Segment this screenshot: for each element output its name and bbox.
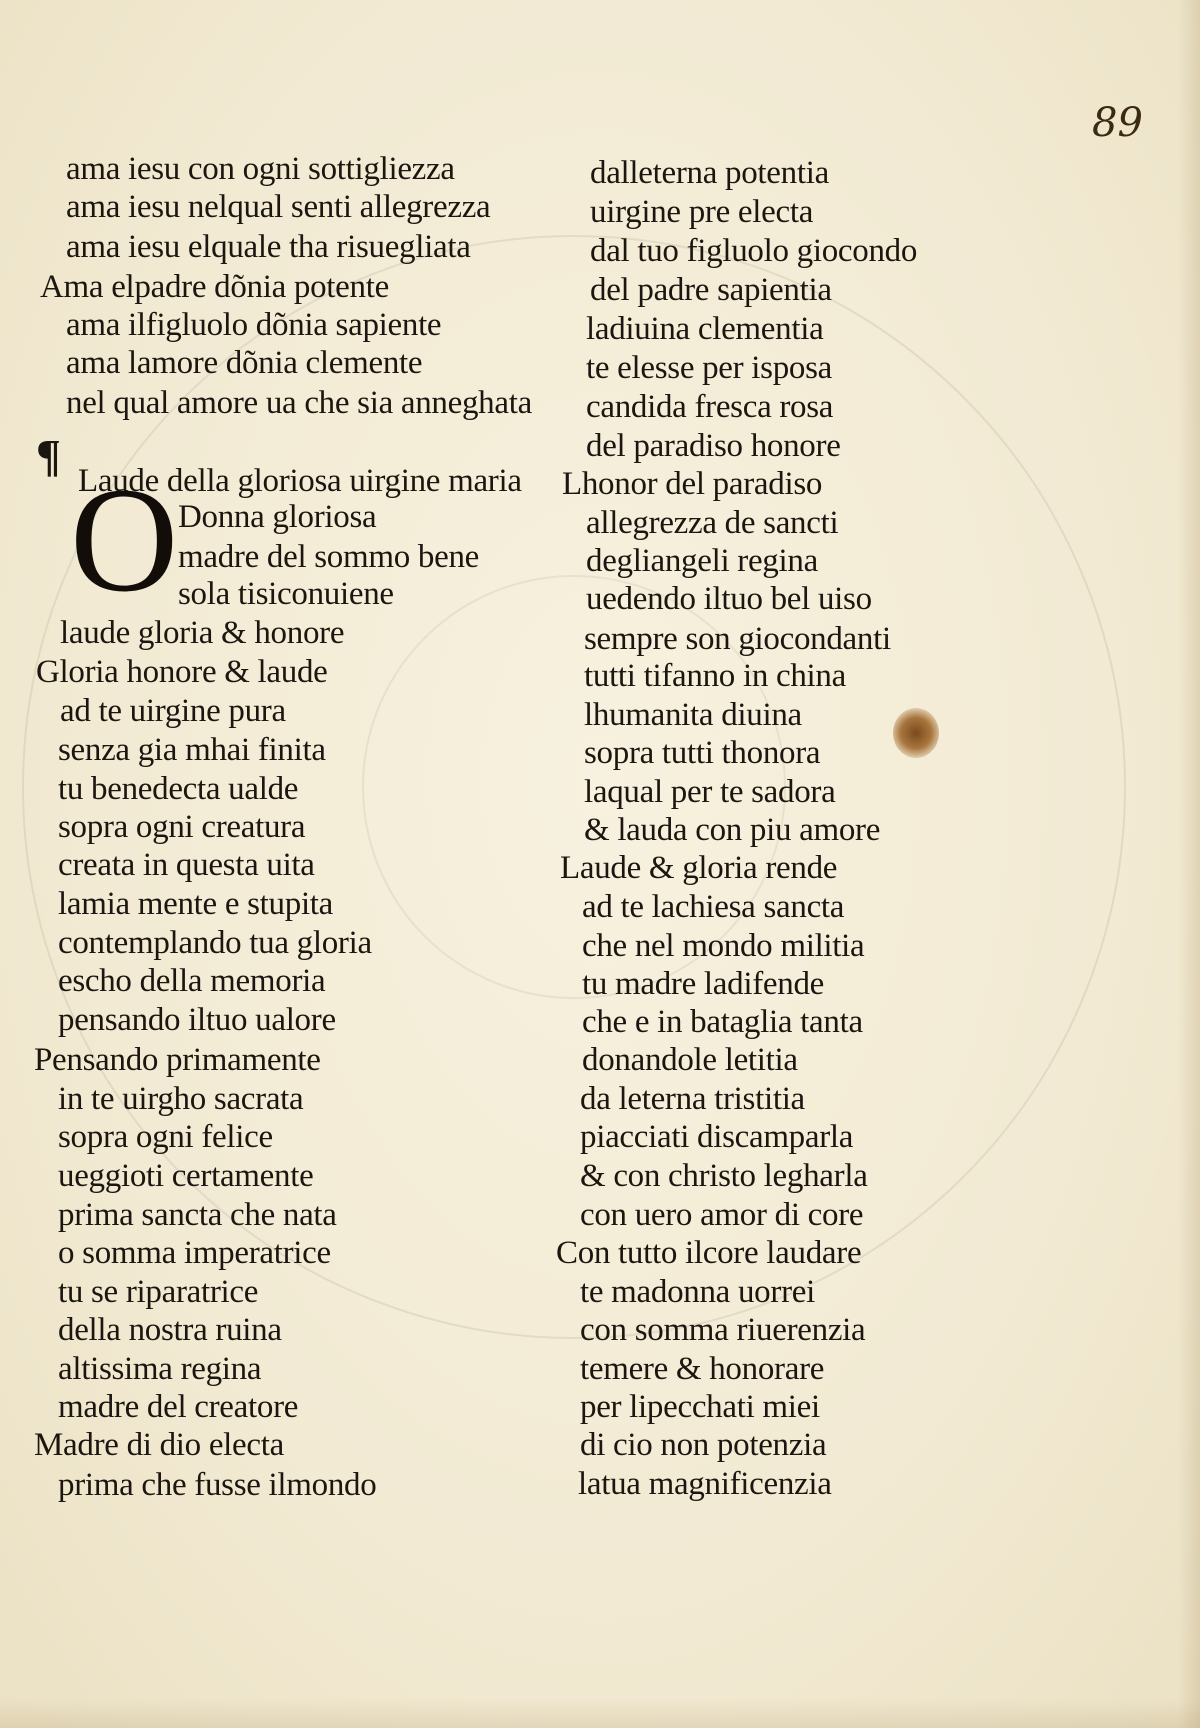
text-line: tu madre ladifende bbox=[582, 966, 824, 1002]
text-line: Pensando primamente bbox=[34, 1042, 321, 1078]
page-edge-shadow bbox=[1178, 0, 1200, 1728]
text-line: Gloria honore & laude bbox=[36, 654, 328, 690]
text-line: con somma riuerenzia bbox=[580, 1312, 866, 1348]
text-line: dal tuo figluolo giocondo bbox=[590, 233, 918, 269]
section-mark-icon: ¶ bbox=[36, 430, 61, 481]
text-line: dalleterna potentia bbox=[590, 155, 829, 191]
text-line: Donna gloriosa bbox=[178, 499, 377, 535]
text-line: di cio non potenzia bbox=[580, 1427, 827, 1463]
text-line: Madre di dio electa bbox=[34, 1427, 284, 1463]
text-line: pensando iltuo ualore bbox=[58, 1002, 336, 1038]
text-line: piacciati discamparla bbox=[580, 1119, 854, 1155]
text-line: con uero amor di core bbox=[580, 1197, 864, 1233]
text-line: ama ilfigluolo dõnia sapiente bbox=[66, 307, 442, 343]
text-line: ama iesu nelqual senti allegrezza bbox=[66, 189, 491, 225]
text-line: allegrezza de sancti bbox=[586, 505, 839, 541]
text-line: sopra tutti thonora bbox=[584, 735, 821, 771]
text-line: madre del sommo bene bbox=[178, 539, 479, 575]
text-line: in te uirgho sacrata bbox=[58, 1081, 304, 1117]
text-line: sopra ogni felice bbox=[58, 1119, 273, 1155]
text-line: prima che fusse ilmondo bbox=[58, 1467, 377, 1503]
text-line: Ama elpadre dõnia potente bbox=[40, 269, 389, 305]
text-line: uedendo iltuo bel uiso bbox=[586, 581, 872, 617]
text-line: Lhonor del paradiso bbox=[562, 466, 823, 502]
text-line: & lauda con piu amore bbox=[584, 812, 881, 848]
text-line: da leterna tristitia bbox=[580, 1081, 805, 1117]
folio-number: 89 bbox=[1092, 100, 1143, 146]
text-line: Con tutto ilcore laudare bbox=[556, 1235, 862, 1271]
text-line: lamia mente e stupita bbox=[58, 886, 334, 922]
text-line: ueggioti certamente bbox=[58, 1158, 314, 1194]
text-line: del paradiso honore bbox=[586, 428, 841, 464]
text-line: sempre son giocondanti bbox=[584, 621, 891, 657]
text-line: & con christo legharla bbox=[580, 1158, 868, 1194]
text-line: ad te uirgine pura bbox=[60, 693, 286, 729]
text-line: donandole letitia bbox=[582, 1042, 798, 1078]
text-line: candida fresca rosa bbox=[586, 389, 834, 425]
text-line: madre del creatore bbox=[58, 1389, 299, 1425]
text-line: escho della memoria bbox=[58, 963, 326, 999]
text-line: te elesse per isposa bbox=[586, 350, 832, 386]
text-line: prima sancta che nata bbox=[58, 1197, 337, 1233]
text-line: contemplando tua gloria bbox=[58, 925, 372, 961]
text-line: della nostra ruina bbox=[58, 1312, 282, 1348]
text-line: creata in questa uita bbox=[58, 847, 315, 883]
text-line: del padre sapientia bbox=[590, 272, 832, 308]
text-line: tutti tifanno in china bbox=[584, 658, 846, 694]
text-line: altissima regina bbox=[58, 1351, 262, 1387]
page-bottom-shadow bbox=[0, 1698, 1200, 1728]
text-line: latua magnificenzia bbox=[578, 1466, 832, 1502]
text-line: uirgine pre electa bbox=[590, 194, 814, 230]
foxing-stain bbox=[893, 708, 939, 758]
text-line: tu benedecta ualde bbox=[58, 771, 299, 807]
text-line: ad te lachiesa sancta bbox=[582, 889, 845, 925]
text-line: senza gia mhai finita bbox=[58, 732, 326, 768]
text-line: lhumanita diuina bbox=[584, 697, 802, 733]
text-line: ama lamore dõnia clemente bbox=[66, 345, 423, 381]
text-line: che e in bataglia tanta bbox=[582, 1004, 863, 1040]
text-line: Laude della gloriosa uirgine maria bbox=[78, 463, 522, 499]
drop-cap-initial: O bbox=[70, 457, 179, 623]
text-line: laude gloria & honore bbox=[60, 615, 345, 651]
text-line: laqual per te sadora bbox=[584, 774, 836, 810]
text-line: degliangeli regina bbox=[586, 543, 818, 579]
text-line: ama iesu con ogni sottigliezza bbox=[66, 151, 455, 187]
text-line: sopra ogni creatura bbox=[58, 809, 306, 845]
text-line: Laude & gloria rende bbox=[560, 850, 838, 886]
text-line: te madonna uorrei bbox=[580, 1274, 815, 1310]
text-line: nel qual amore ua che sia anneghata bbox=[66, 385, 532, 421]
text-line: o somma imperatrice bbox=[58, 1235, 331, 1271]
text-line: tu se riparatrice bbox=[58, 1274, 259, 1310]
text-line: che nel mondo militia bbox=[582, 928, 865, 964]
text-line: temere & honorare bbox=[580, 1351, 825, 1387]
text-line: sola tisiconuiene bbox=[178, 576, 394, 612]
text-line: per lipecchati miei bbox=[580, 1389, 820, 1425]
text-line: ladiuina clementia bbox=[586, 311, 824, 347]
text-line: ama iesu elquale tha risuegliata bbox=[66, 229, 471, 265]
